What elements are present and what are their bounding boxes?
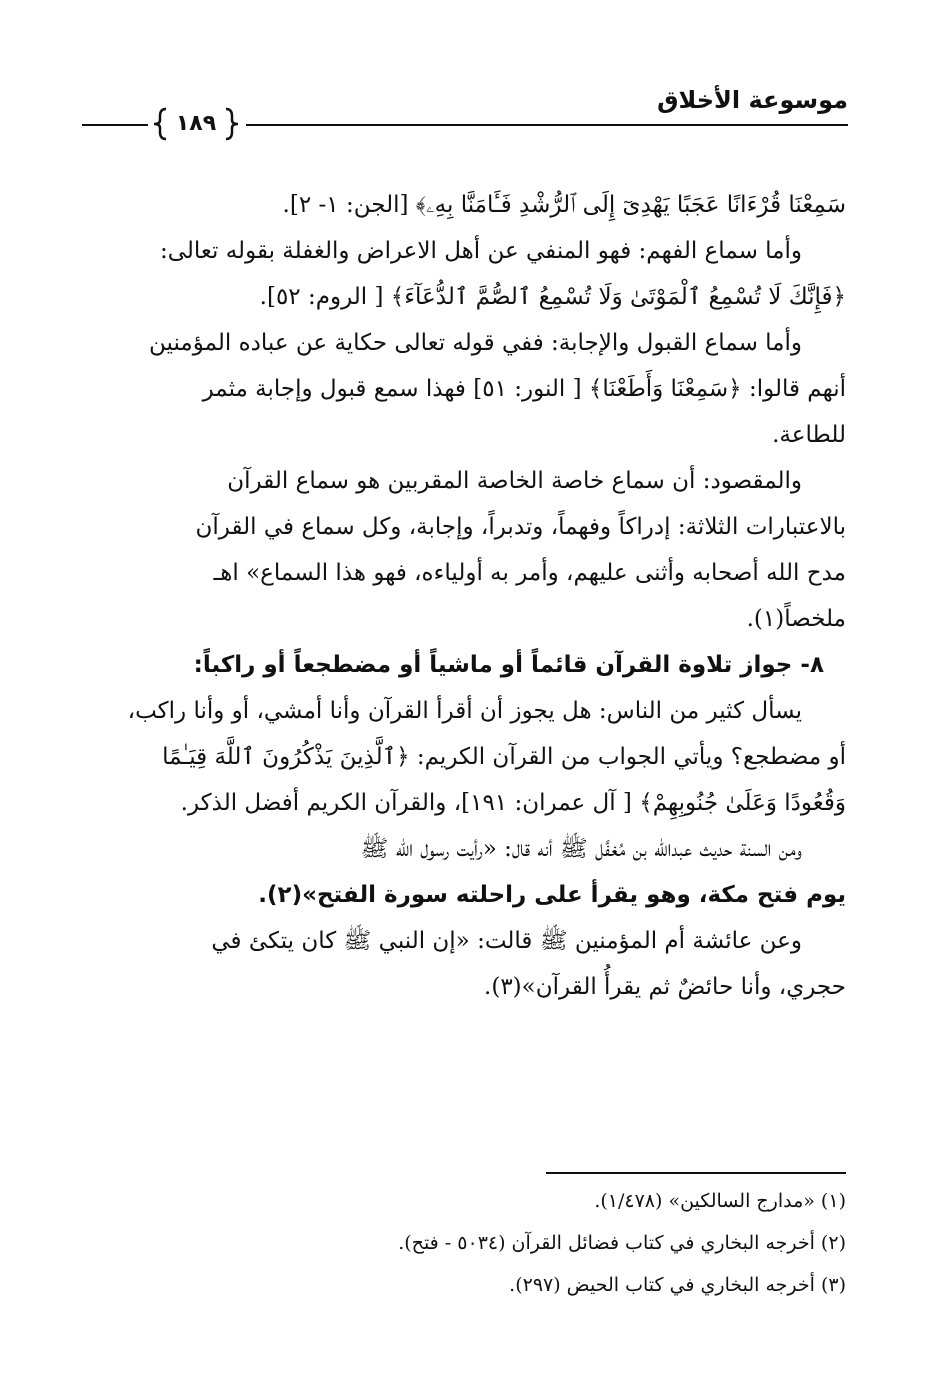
text-line: وأما سماع القبول والإجابة: ففي قوله تعالى حكاية عن عباده المؤمنين — [149, 330, 802, 356]
text-line: وأما سماع الفهم: فهو المنفي عن أهل الاعراض والغفلة بقوله تعالى: — [159, 238, 802, 264]
main-text — [76, 182, 846, 1010]
text-line: مدح الله أصحابه وأثنى عليهم، وأمر به أولياءه، فهو هذا السماع» اهـ — [213, 560, 846, 586]
text-line: سَمِعْنَا قُرْءَانًا عَجَبًا يَهْدِىٓ إِلَى ٱلرُّشْدِ فَـَٔامَنَّا بِهِۦ﴾ [الجن: ١- ٢]. — [282, 192, 846, 218]
book-title: موسوعة الأخلاق — [657, 86, 848, 114]
text-line: أنهم قالوا: ﴿سَمِعْنَا وَأَطَعْنَا﴾ [ النور: ٥١] فهذا سمع قبول وإجابة مثمر — [202, 376, 846, 402]
footnote-separator — [546, 1172, 846, 1174]
text-line: يوم فتح مكة، وهو يقرأ على راحلته سورة الفتح»(٢). — [258, 882, 846, 908]
footnotes — [86, 1180, 846, 1306]
section-heading: ٨- جواز تلاوة القرآن قائماً أو ماشياً أو مضطجعاً أو راكباً: — [193, 652, 824, 678]
page-number: ١٨٩ — [175, 111, 217, 136]
footnote: (١) «مدارج السالكين» (١/٤٧٨). — [594, 1190, 846, 1212]
page-header — [70, 82, 850, 142]
text-line: بالاعتبارات الثلاثة: إدراكاً وفهماً، وتدبراً، وإجابة، وكل سماع في القرآن — [195, 514, 846, 540]
header-rule-left — [82, 124, 148, 126]
page-number-frame — [152, 106, 240, 142]
text-line: يسأل كثير من الناس: هل يجوز أن أقرأ القرآن وأنا أمشي، أو وأنا راكب، — [127, 698, 802, 724]
header-rule — [246, 124, 848, 126]
footnote: (٣) أخرجه البخاري في كتاب الحيض (٢٩٧). — [509, 1274, 846, 1296]
text-line: حجري، وأنا حائضٌ ثم يقرأُ القرآن»(٣). — [484, 974, 846, 1000]
text-line: أو مضطجع؟ ويأتي الجواب من القرآن الكريم: ﴿ٱلَّذِينَ يَذْكُرُونَ ٱللَّهَ قِيَـٰمًا — [162, 744, 846, 770]
text-line: للطاعة. — [772, 422, 846, 448]
text-line: والمقصود: أن سماع خاصة الخاصة المقربين هو سماع القرآن — [227, 468, 802, 494]
text-line: ملخصاً(١). — [746, 606, 846, 632]
text-line: وَقُعُودًا وَعَلَىٰ جُنُوبِهِمْ﴾ [ آل عمران: ١٩١]، والقرآن الكريم أفضل الذكر. — [180, 790, 846, 816]
text-line: ومن السنة حديث عبدالله بن مُغفَّل ﷺ أنه قال: «رأيت رسول الله ﷺ — [360, 836, 802, 862]
text-line: ﴿فَإِنَّكَ لَا تُسْمِعُ ٱلْمَوْتَىٰ وَلَا تُسْمِعُ ٱلصُّمَّ ٱلدُّعَآءَ﴾ [ الروم: ٥٢]. — [259, 284, 846, 310]
text-line: وعن عائشة أم المؤمنين ﷺ قالت: «إن النبي ﷺ كان يتكئ في — [211, 928, 802, 954]
footnote: (٢) أخرجه البخاري في كتاب فضائل القرآن (٥٠٣٤ - فتح). — [398, 1232, 846, 1254]
